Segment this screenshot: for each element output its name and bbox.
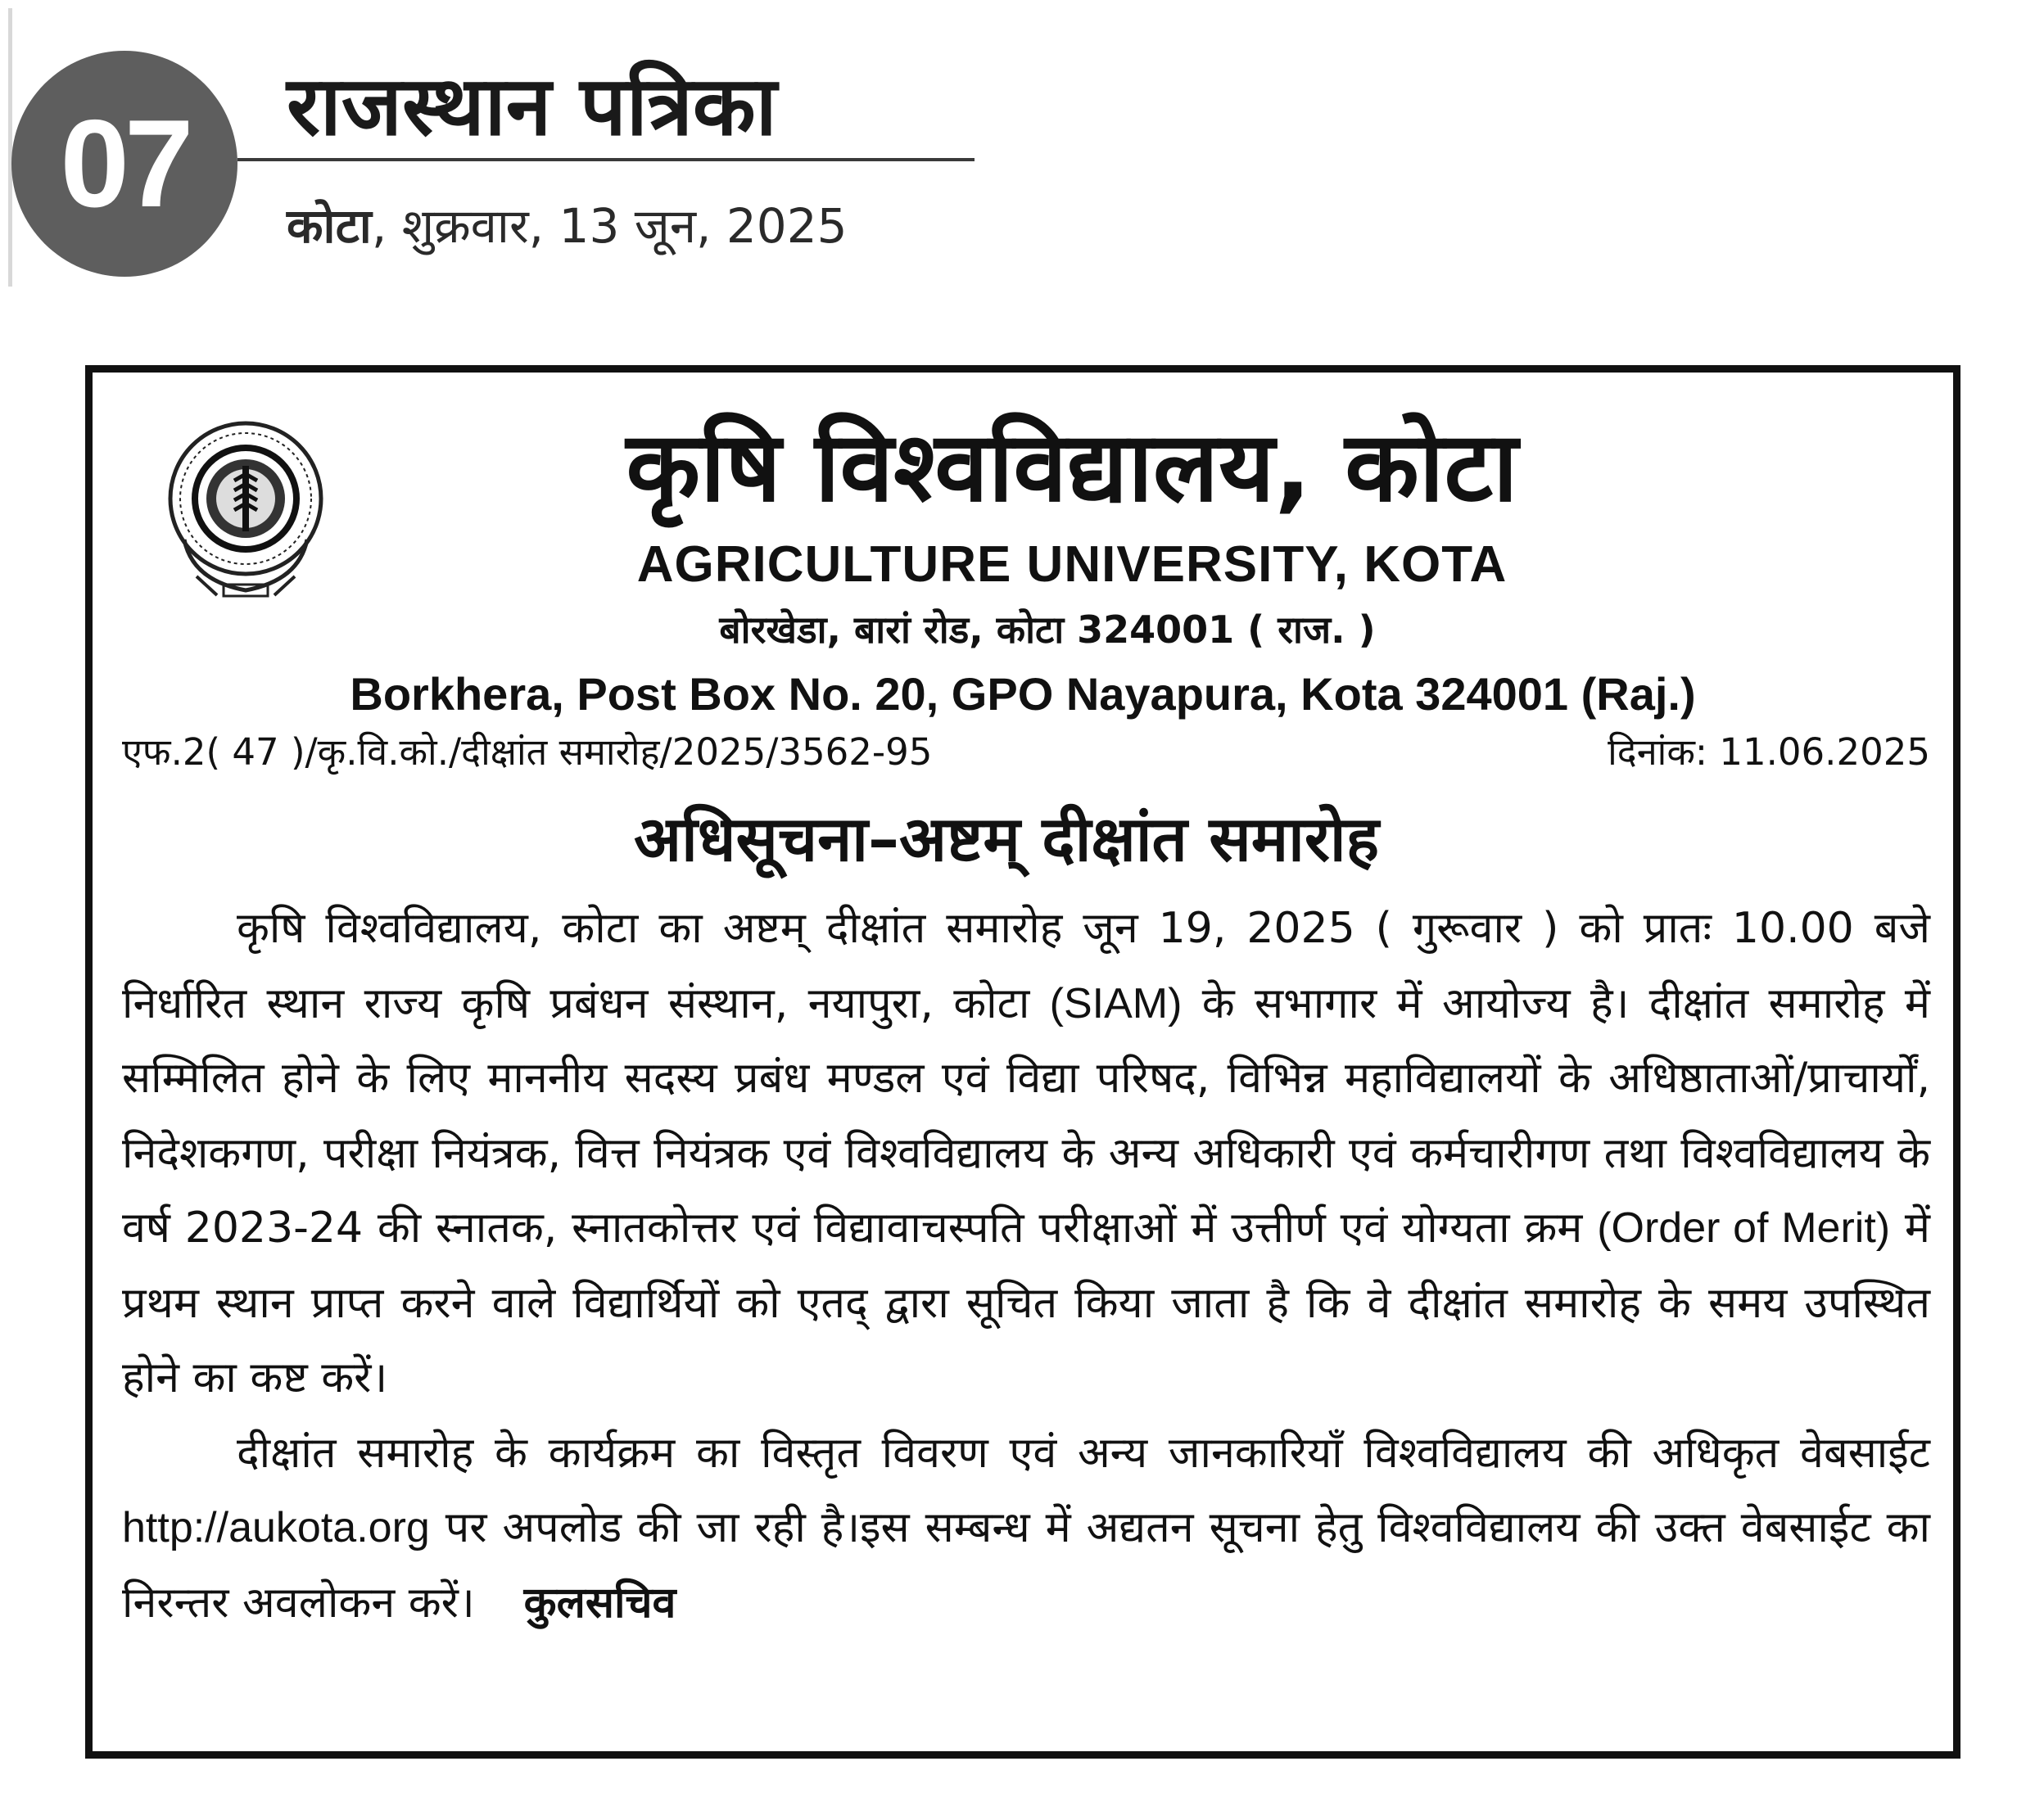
para1-text-c: में प्रथम स्थान प्राप्त करने वाले विद्यार्थियों को एतद् द्वारा सूचित किया जाता है कि वे दीक्षांत समारोह के समय उपस्थित होने का कष्ट करें। xyxy=(122,1204,1930,1402)
university-name-english: AGRICULTURE UNIVERSITY, KOTA xyxy=(636,536,1508,593)
website-link[interactable]: http://aukota.org xyxy=(122,1504,430,1551)
para2-text-b: पर अपलोड की जा रही है।इस सम्बन्ध में अद्यतन सूचना हेतु विश्वविद्यालय की उक्त वेबसाईट का निरन्तर अवलोकन करें। xyxy=(122,1503,1930,1628)
address-hindi: बोरखेडा, बारां रोड, कोटा 324001 ( राज. ) xyxy=(719,607,1376,652)
signatory: कुलसचिव xyxy=(523,1578,676,1628)
address-english: Borkhera, Post Box No. 20, GPO Nayapura, Kota 324001 (Raj.) xyxy=(350,668,1696,720)
page-edge xyxy=(8,8,12,287)
newspaper-name: राजस्थान पत्रिका xyxy=(287,58,777,154)
para2-text-a: दीक्षांत समारोह के कार्यक्रम का विस्तृत विवरण एवं अन्य जानकारियाँ विश्वविद्यालय की अधिकृत वेबसाईट xyxy=(237,1428,1930,1478)
dateline-city: कोटा xyxy=(287,198,372,254)
paragraph-2 xyxy=(122,1416,1930,1642)
university-name-hindi: कृषि विश्वविद्यालय, कोटा xyxy=(626,410,1518,523)
para1-text-b: के सभागार में आयोज्य है। दीक्षांत समारोह में सम्मिलित होने के लिए माननीय सदस्य प्रबंध मण्डल एवं विद्या परिषद, विभिन्न महाविद्यालयों के अधिष्ठाताओं/प्राचार्यों, निदेशकगण, परीक्षा नियंत्रक, वित्त नियंत्रक एवं विश्वविद्यालय के अन्य अधिकारी एवं कर्मचारीगण तथा विश्वविद्यालय के वर्ष 2023-24 की स्नातक, स्नातकोत्तर एवं विद्यावाचस्पति परीक्षाओं में उत्तीर्ण एवं योग्यता क्रम xyxy=(122,978,1930,1253)
dateline xyxy=(287,193,848,259)
notice-body xyxy=(122,892,1930,1641)
page-number-badge: 07 xyxy=(11,51,237,277)
notice-date: दिनांक: 11.06.2025 xyxy=(1608,730,1930,774)
notice-heading: अधिसूचना–अष्टम् दीक्षांत समारोह xyxy=(634,802,1379,875)
order-of-merit: (Order of Merit) xyxy=(1597,1204,1891,1252)
notice-box xyxy=(85,365,1960,1759)
paragraph-1 xyxy=(122,892,1930,1416)
para1-text-a: कृषि विश्वविद्यालय, कोटा का अष्टम् दीक्षांत समारोह जून 19, 2025 ( गुरूवार ) को प्रातः 10.00 बजे निर्धारित स्थान राज्य कृषि प्रबंधन संस्थान, नयापुरा, कोटा xyxy=(122,904,1930,1028)
dateline-date: , शुक्रवार, 13 जून, 2025 xyxy=(371,198,848,254)
masthead-divider xyxy=(237,158,975,161)
reference-number: एफ.2( 47 )/कृ.वि.को./दीक्षांत समारोह/2025/3562-95 xyxy=(122,730,933,774)
siam-abbreviation: (SIAM) xyxy=(1049,979,1183,1027)
